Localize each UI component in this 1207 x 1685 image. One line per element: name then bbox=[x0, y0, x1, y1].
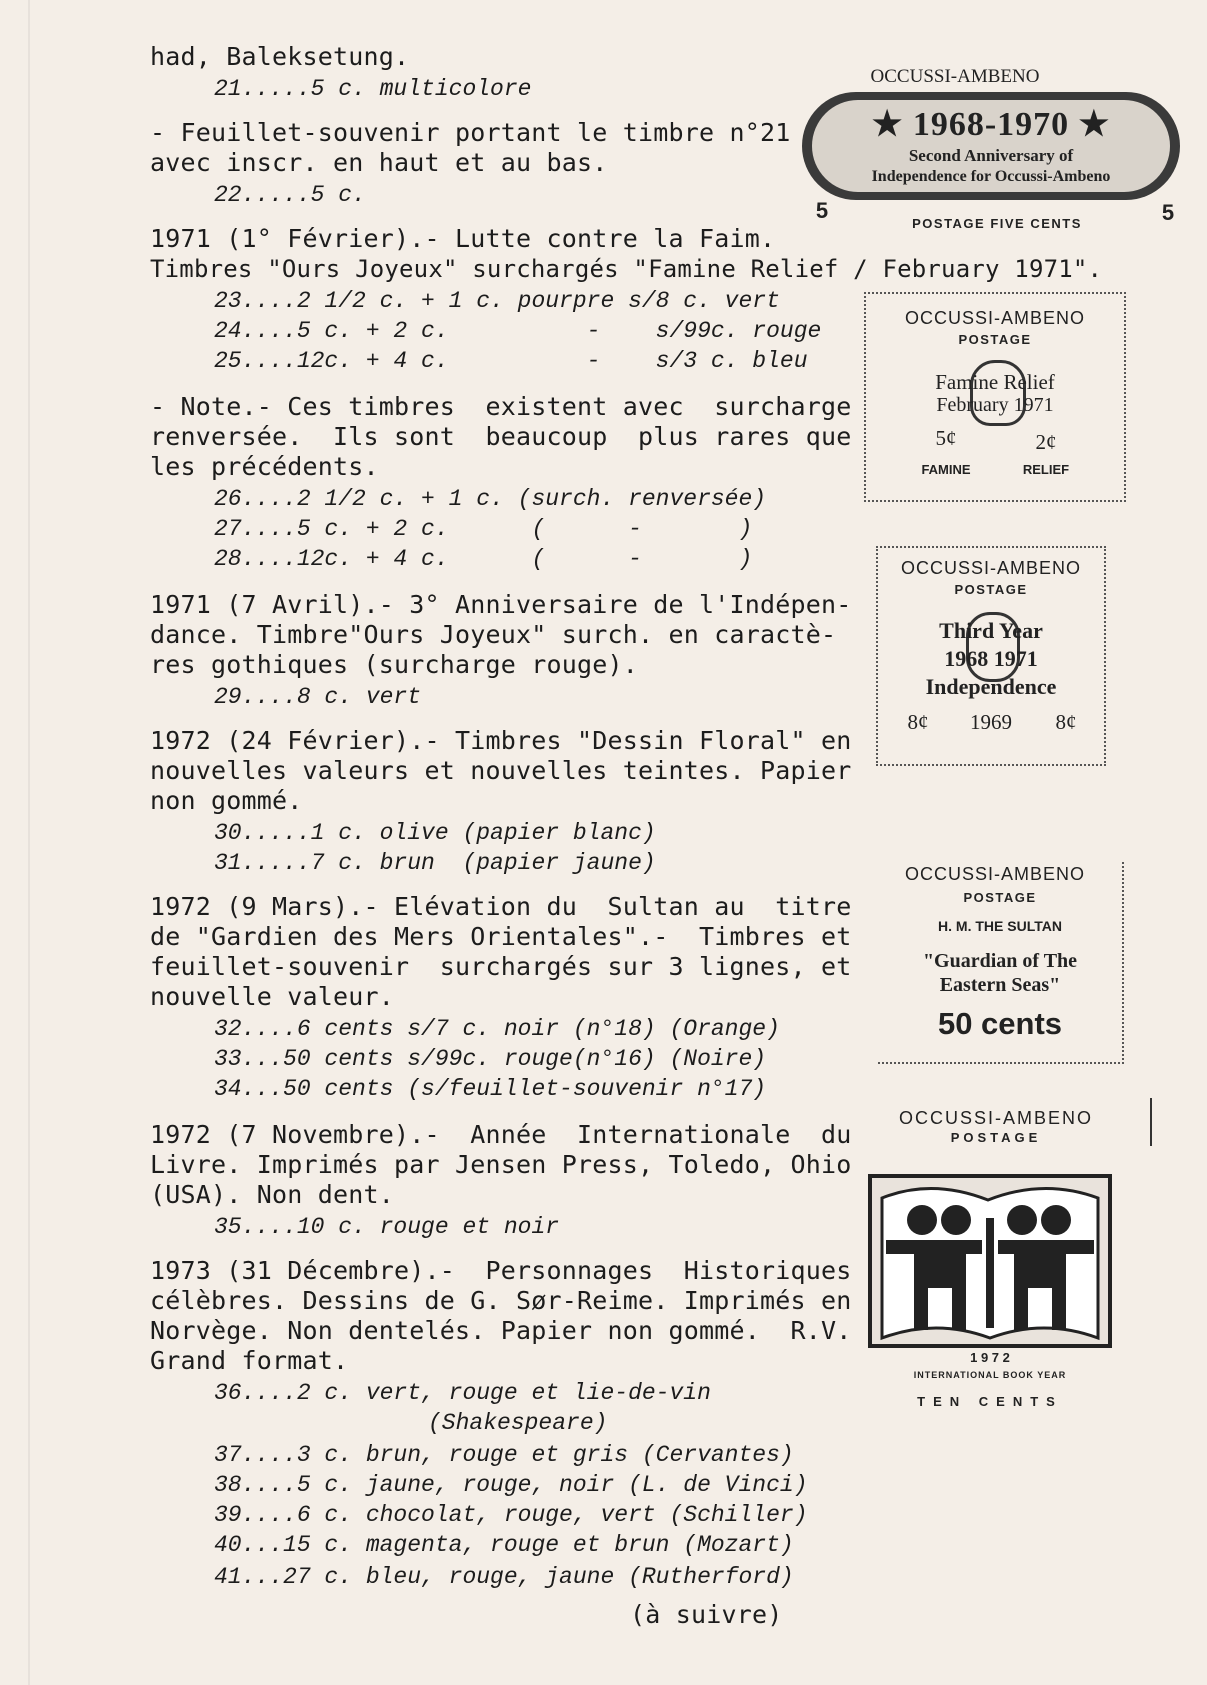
section-heading: 1972 (7 Novembre).- Année Internationale du bbox=[150, 1120, 852, 1149]
stamp-overprint: February 1971 bbox=[936, 394, 1054, 416]
catalogue-entry: 27....5 c. + 2 c. ( - ) bbox=[214, 516, 753, 542]
stamp-value: 2¢ bbox=[1035, 430, 1057, 454]
catalogue-entry: 30.....1 c. olive (papier blanc) bbox=[214, 820, 656, 846]
stamp-overprint: Famine Relief bbox=[935, 370, 1055, 394]
stamp-postage: POSTAGE bbox=[950, 1130, 1042, 1145]
book-figures-icon bbox=[872, 1178, 1108, 1344]
text-line: nouvelle valeur. bbox=[150, 982, 395, 1011]
text-line: célèbres. Dessins de G. Sør-Reime. Imprimés en bbox=[150, 1286, 852, 1315]
stamp-postage: POSTAGE bbox=[963, 890, 1037, 905]
text-line: (USA). Non dent. bbox=[150, 1180, 395, 1209]
catalogue-entry: 33...50 cents s/99c. rouge(n°16) (Noire) bbox=[214, 1046, 767, 1072]
text-line: renversée. Ils sont beaucoup plus rares que bbox=[150, 422, 852, 451]
stamp-year: 1969 bbox=[970, 710, 1012, 734]
catalogue-entry: 32....6 cents s/7 c. noir (n°18) (Orange) bbox=[214, 1016, 780, 1042]
page-edge-shadow bbox=[28, 0, 30, 1685]
catalogue-entry: 23....2 1/2 c. + 1 c. pourpre s/8 c. vert bbox=[214, 288, 780, 314]
catalogue-entry: 24....5 c. + 2 c. - s/99c. rouge bbox=[214, 318, 822, 344]
text-line: non gommé. bbox=[150, 786, 303, 815]
section-heading: 1971 (1° Février).- Lutte contre la Faim. bbox=[150, 224, 776, 253]
stamp-country: OCCUSSI-AMBENO bbox=[898, 1108, 1094, 1128]
to-be-continued: (à suivre) bbox=[630, 1600, 783, 1629]
stamp-overprint: Independence bbox=[925, 674, 1057, 699]
stamp-value: TEN CENTS bbox=[917, 1394, 1063, 1409]
text-line: de "Gardien des Mers Orientales".- Timbres et bbox=[150, 922, 852, 951]
section-heading: 1973 (31 Décembre).- Personnages Historiques bbox=[150, 1256, 852, 1285]
stamp-footer: POSTAGE FIVE CENTS bbox=[912, 216, 1082, 231]
text-line: Grand format. bbox=[150, 1346, 349, 1375]
stamp-third-year bbox=[876, 546, 1106, 766]
stamp-year: 1 9 7 2 bbox=[970, 1350, 1010, 1365]
stamp-overprint: H. M. THE SULTAN bbox=[938, 918, 1062, 934]
stamp-country: OCCUSSI-AMBENO bbox=[870, 66, 1040, 87]
catalogue-entry: 22.....5 c. bbox=[214, 182, 366, 208]
catalogue-entry: 31.....7 c. brun (papier jaune) bbox=[214, 850, 656, 876]
stamp-overprint: "Guardian of The bbox=[922, 950, 1078, 972]
stamp-years-text: 1968-1970 bbox=[912, 106, 1070, 143]
catalogue-entry: 28....12c. + 4 c. ( - ) bbox=[214, 546, 753, 572]
text-line: had, Baleksetung. bbox=[150, 42, 410, 71]
catalogue-entry: 21.....5 c. multicolore bbox=[214, 76, 532, 102]
book-emblem bbox=[868, 1174, 1112, 1348]
stamp-famine-relief bbox=[864, 292, 1126, 502]
text-line: avec inscr. en haut et au bas. bbox=[150, 148, 608, 177]
stamp-country: OCCUSSI-AMBENO bbox=[900, 558, 1082, 578]
catalogue-entry: 26....2 1/2 c. + 1 c. (surch. renversée) bbox=[214, 486, 767, 512]
stamp-postage: POSTAGE bbox=[958, 332, 1032, 347]
stamp-country: OCCUSSI-AMBENO bbox=[904, 864, 1086, 884]
divider-line bbox=[1150, 1098, 1152, 1146]
stamp-value-left: 5 bbox=[815, 198, 829, 223]
catalogue-entry: 41...27 c. bleu, rouge, jaune (Rutherford) bbox=[214, 1564, 794, 1590]
catalogue-entry: 25....12c. + 4 c. - s/3 c. bleu bbox=[214, 348, 808, 374]
stamp-overprint: Third Year bbox=[939, 618, 1043, 643]
text-line: - Feuillet-souvenir portant le timbre n°21 bbox=[150, 118, 791, 147]
stamp-value-right: 5 bbox=[1161, 200, 1175, 225]
stamp-text: Independence for Occussi-Ambeno bbox=[871, 168, 1111, 185]
stamp-value: 8¢ bbox=[907, 710, 929, 734]
stamp-value: 8¢ bbox=[1055, 710, 1077, 734]
catalogue-entry: 34...50 cents (s/feuillet-souvenir n°17) bbox=[214, 1076, 767, 1102]
catalogue-entry: 40...15 c. magenta, rouge et brun (Mozart) bbox=[214, 1532, 794, 1558]
stamp-sultan bbox=[878, 862, 1124, 1064]
stamp-caption: INTERNATIONAL BOOK YEAR bbox=[913, 1370, 1067, 1380]
catalogue-entry: 36....2 c. vert, rouge et lie-de-vin bbox=[214, 1380, 711, 1406]
text-line: Livre. Imprimés par Jensen Press, Toledo, Ohio bbox=[150, 1150, 852, 1179]
section-heading: 1971 (7 Avril).- 3° Anniversaire de l'Indépen- bbox=[150, 590, 852, 619]
stamp-years: ★ 1968-1970 ★ bbox=[871, 106, 1111, 143]
catalogue-entry: 29....8 c. vert bbox=[214, 684, 422, 710]
stamp-value: 5¢ bbox=[935, 426, 957, 450]
stamp-postage: POSTAGE bbox=[954, 582, 1028, 597]
stamp-bottom-word: FAMINE bbox=[921, 462, 971, 477]
text-line: Timbres "Ours Joyeux" surchargés "Famine Relief / February 1971". bbox=[150, 255, 1103, 283]
text-line: - Note.- Ces timbres existent avec surcharge bbox=[150, 392, 852, 421]
text-line: feuillet-souvenir surchargés sur 3 lignes, et bbox=[150, 952, 852, 981]
section-heading: 1972 (24 Février).- Timbres "Dessin Floral" en bbox=[150, 726, 852, 755]
stamp-value: 50 cents bbox=[937, 1006, 1063, 1041]
text-line: dance. Timbre"Ours Joyeux" surch. en caractè- bbox=[150, 620, 837, 649]
catalogue-entry: 39....6 c. chocolat, rouge, vert (Schiller) bbox=[214, 1502, 808, 1528]
stamp-text: Second Anniversary of bbox=[908, 146, 1074, 165]
text-line: nouvelles valeurs et nouvelles teintes. Papier bbox=[150, 756, 852, 785]
stamp-bottom-word: RELIEF bbox=[1022, 462, 1070, 477]
stamp-overprint: 1968 1971 bbox=[944, 646, 1038, 671]
catalogue-entry: 35....10 c. rouge et noir bbox=[214, 1214, 560, 1240]
text-line: res gothiques (surcharge rouge). bbox=[150, 650, 639, 679]
catalogue-entry: 37....3 c. brun, rouge et gris (Cervantes) bbox=[214, 1442, 794, 1468]
section-heading: 1972 (9 Mars).- Elévation du Sultan au titre bbox=[150, 892, 852, 921]
stamp-overprint: Eastern Seas" bbox=[939, 974, 1061, 996]
catalogue-entry: (Shakespeare) bbox=[428, 1410, 608, 1436]
text-line: Norvège. Non dentelés. Papier non gommé. R.V. bbox=[150, 1316, 852, 1345]
stamp-country: OCCUSSI-AMBENO bbox=[904, 308, 1086, 328]
catalogue-entry: 38....5 c. jaune, rouge, noir (L. de Vinci) bbox=[214, 1472, 808, 1498]
text-line: les précédents. bbox=[150, 452, 379, 481]
